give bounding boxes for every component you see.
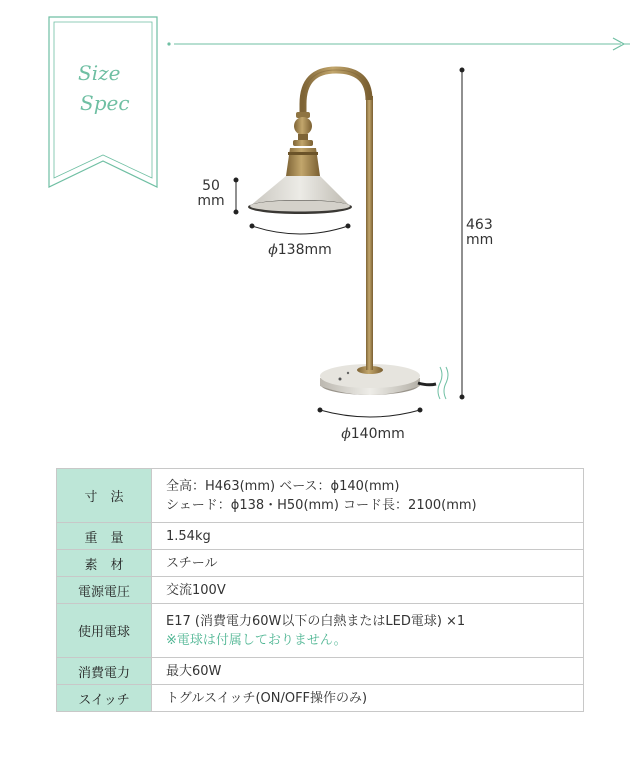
value-line: シェード：ϕ138・H50(mm) コード長：2100(mm) xyxy=(166,497,477,513)
lamp-shade xyxy=(248,176,352,214)
row-value-voltage: 交流100V xyxy=(152,577,584,604)
total-height-label xyxy=(466,218,506,248)
total-height-value: 463 xyxy=(466,217,493,233)
shade-height-value: 50 xyxy=(202,178,220,194)
row-label-dimensions: 寸 法 xyxy=(57,469,152,523)
table-row xyxy=(57,523,584,550)
row-label-weight: 重 量 xyxy=(57,523,152,550)
lamp-socket xyxy=(286,112,320,176)
total-height-unit: mm xyxy=(466,232,494,248)
banner-line-spec: Spec xyxy=(80,91,130,115)
row-label-power: 消費電力 xyxy=(57,658,152,685)
spec-table xyxy=(56,468,584,712)
shade-diameter-value: 138mm xyxy=(277,242,332,258)
phi-symbol: ϕ xyxy=(341,426,351,442)
table-row xyxy=(57,577,584,604)
lamp-arm xyxy=(303,70,373,370)
row-value-power: 最大60W xyxy=(152,658,584,685)
bulb-not-included-note: ※電球は付属しておりません。 xyxy=(166,632,347,648)
base-diameter-label xyxy=(318,427,428,442)
shade-height-label xyxy=(196,179,226,209)
table-row xyxy=(57,658,584,685)
row-label-switch: スイッチ xyxy=(57,685,152,712)
base-diameter-value: 140mm xyxy=(350,426,405,442)
row-label-material: 素 材 xyxy=(57,550,152,577)
table-row xyxy=(57,469,584,523)
phi-symbol: ϕ xyxy=(268,242,278,258)
row-value-material: スチール xyxy=(152,550,584,577)
row-label-bulb: 使用電球 xyxy=(57,604,152,658)
table-row xyxy=(57,550,584,577)
row-value-weight: 1.54kg xyxy=(152,523,584,550)
row-label-voltage: 電源電圧 xyxy=(57,577,152,604)
shade-height-unit: mm xyxy=(197,193,225,209)
shade-diameter-label xyxy=(250,243,350,258)
table-row xyxy=(57,604,584,658)
banner-line-size: Size xyxy=(78,61,121,85)
value-line: E17 (消費電力60W以下の白熱またはLED電球) ×1 xyxy=(166,613,466,629)
row-value-switch: トグルスイッチ(ON/OFF操作のみ) xyxy=(152,685,584,712)
table-row xyxy=(57,685,584,712)
row-value-bulb xyxy=(152,604,584,658)
value-line: 全高：H463(mm) ベース：ϕ140(mm) xyxy=(166,478,400,494)
lamp-cord xyxy=(418,383,436,385)
row-value-dimensions xyxy=(152,469,584,523)
